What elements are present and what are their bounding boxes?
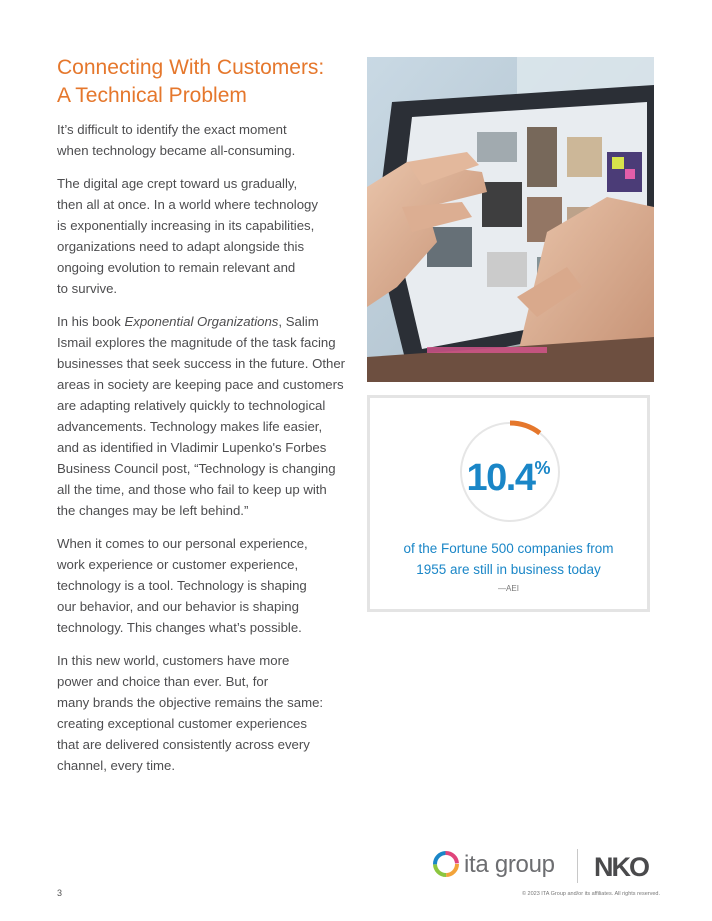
paragraph-3 [57, 311, 347, 521]
text-line: areas in society are keeping pace and customers [57, 377, 344, 392]
text-line: when technology became all-consuming. [57, 143, 296, 158]
caption-line-1: of the Fortune 500 companies from [403, 541, 614, 556]
text-line: The digital age crept toward us gradually, [57, 176, 298, 191]
nko-wordmark: NKO [594, 852, 648, 882]
stat-value [370, 457, 647, 500]
stat-number: 10.4 [466, 457, 535, 499]
tablet-illustration [367, 57, 654, 382]
text-line: and as identified in Vladimir Lupenko's Forbes [57, 440, 327, 455]
text-line: Business Council post, “Technology is changing [57, 461, 336, 476]
ita-group-logo-icon [430, 848, 462, 880]
paragraph-2 [57, 173, 347, 299]
text-line: Ismail explores the magnitude of the task facing [57, 335, 336, 350]
text-line: When it comes to our personal experience, [57, 536, 308, 551]
ita-group-wordmark: ita group [464, 851, 555, 878]
paragraph-1 [57, 119, 347, 161]
text-line: advancements. Technology makes life easier, [57, 419, 323, 434]
page-number: 3 [57, 888, 63, 898]
text-segment: In his book [57, 314, 125, 329]
text-line: power and choice than ever. But, for [57, 674, 269, 689]
text-line: all the time, and those who fail to keep up with [57, 482, 327, 497]
tablet-photo [367, 57, 654, 382]
heading-line-2: A Technical Problem [57, 84, 247, 107]
text-line: channel, every time. [57, 758, 176, 773]
stat-callout [367, 395, 650, 612]
text-line: ongoing evolution to remain relevant and [57, 260, 296, 275]
text-line: then all at once. In a world where technology [57, 197, 318, 212]
text-line: work experience or customer experience, [57, 557, 299, 572]
heading-line-1: Connecting With Customers: [57, 56, 325, 79]
text-line: businesses that seek success in the future. Other [57, 356, 346, 371]
paragraph-5 [57, 650, 347, 776]
caption-line-2: 1955 are still in business today [416, 562, 601, 577]
text-line: our behavior, and our behavior is shaping [57, 599, 299, 614]
text-segment: , Salim [278, 314, 319, 329]
text-line: organizations need to adapt alongside this [57, 239, 305, 254]
stat-source: —AEI [498, 584, 519, 593]
text-line: In this new world, customers have more [57, 653, 290, 668]
text-line: many brands the objective remains the same: [57, 695, 324, 710]
logo-divider [577, 849, 578, 883]
text-line: technology is a tool. Technology is shaping [57, 578, 307, 593]
stat-unit: % [534, 458, 551, 478]
text-line: is exponentially increasing in its capabilities, [57, 218, 315, 233]
text-line: are adapting relatively quickly to technological [57, 398, 326, 413]
body-text-column [57, 119, 347, 788]
text-line: technology. This changes what’s possible. [57, 620, 302, 635]
page-heading [57, 54, 357, 110]
text-line [57, 311, 347, 332]
stat-caption [370, 538, 647, 580]
text-line: It’s difficult to identify the exact moment [57, 122, 287, 137]
copyright-notice: © 2023 ITA Group and/or its affiliates. All rights reserved. [521, 891, 660, 897]
text-line: to survive. [57, 281, 118, 296]
book-title: Exponential Organizations [124, 314, 279, 329]
paragraph-4 [57, 533, 347, 638]
text-line: that are delivered consistently across every [57, 737, 310, 752]
ring-progress-arc [510, 423, 540, 433]
text-line: the changes may be left behind.” [57, 503, 249, 518]
text-line: creating exceptional customer experiences [57, 716, 307, 731]
